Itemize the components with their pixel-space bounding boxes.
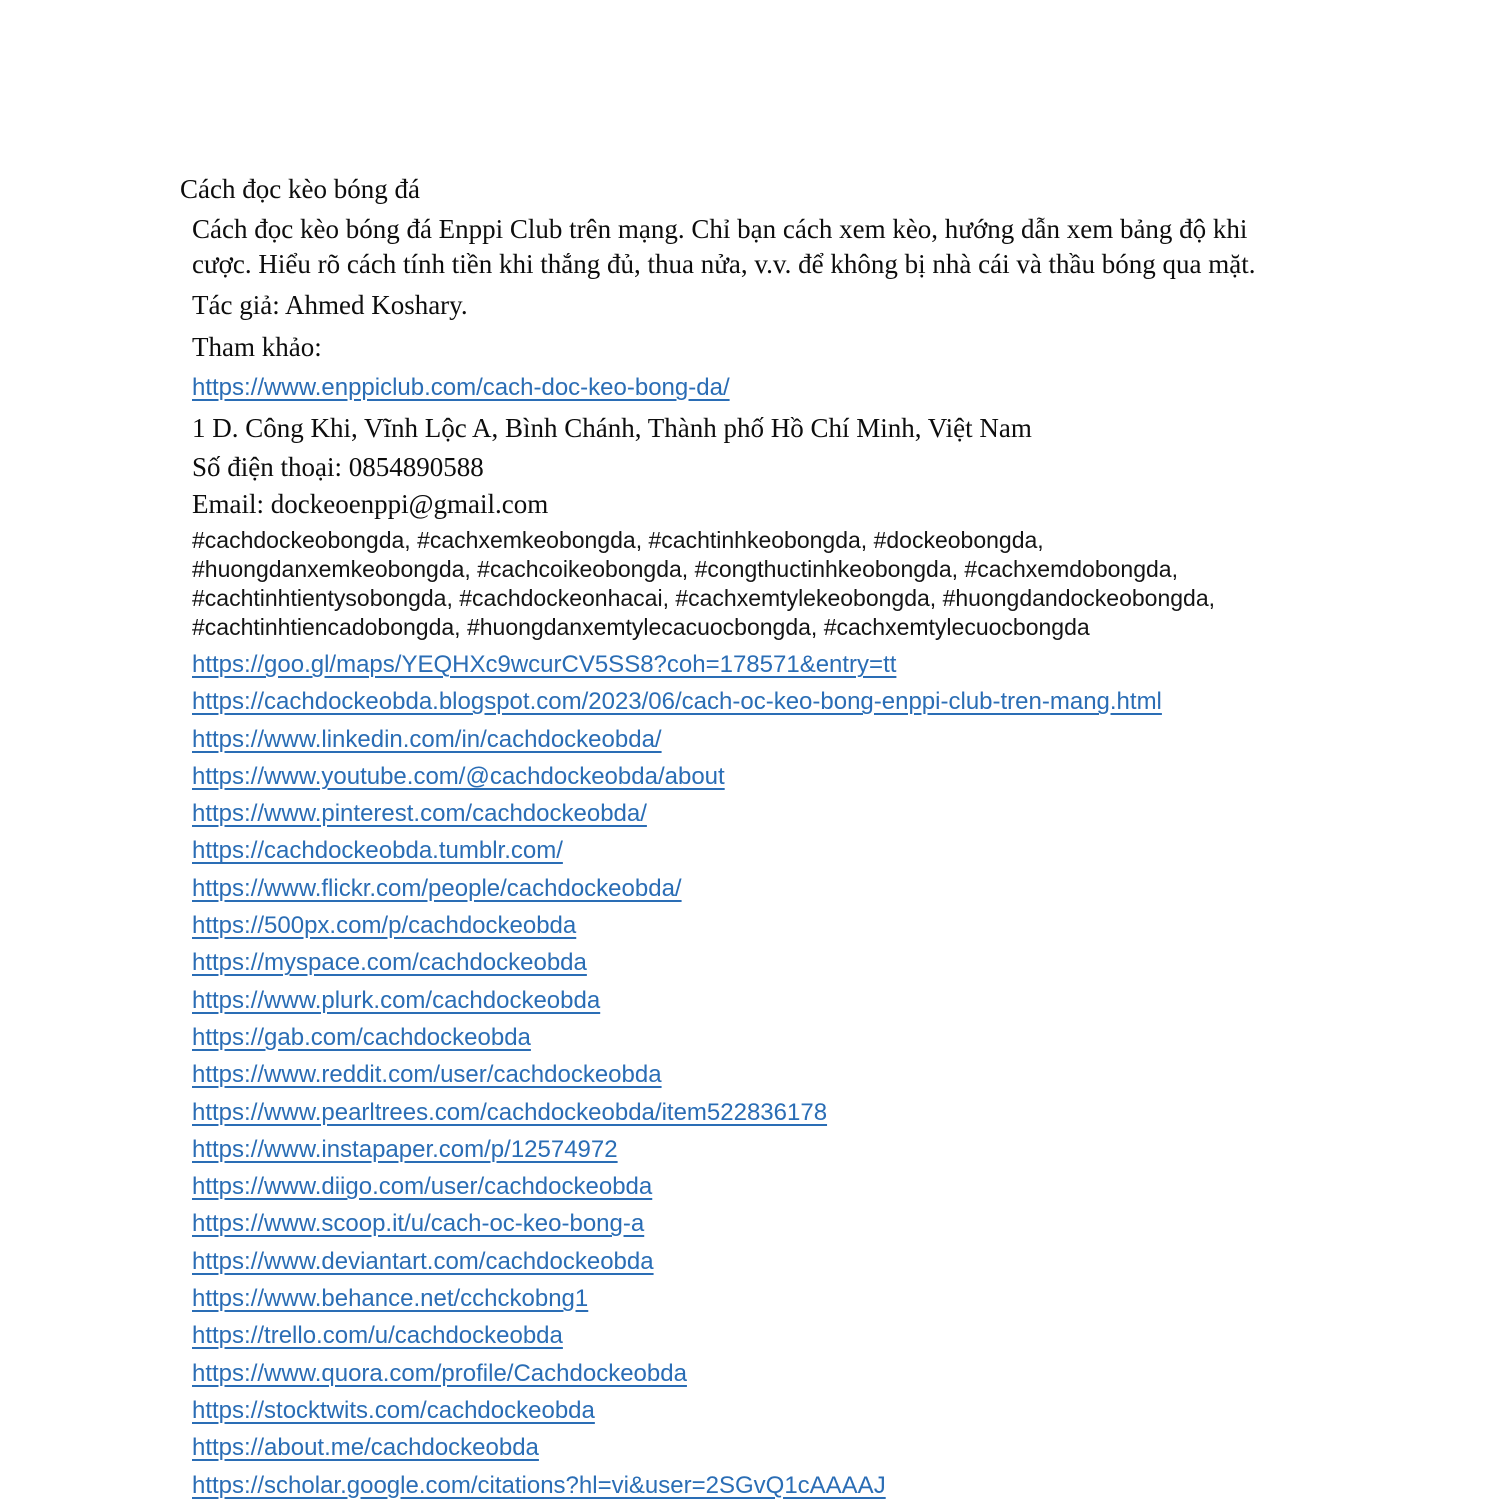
social-link[interactable]: https://www.quora.com/profile/Cachdockeobda xyxy=(192,1359,687,1387)
social-link[interactable]: https://www.plurk.com/cachdockeobda xyxy=(192,986,601,1014)
social-link[interactable]: https://gab.com/cachdockeobda xyxy=(192,1023,531,1051)
social-link[interactable]: https://scholar.google.com/citations?hl=vi&user=2SGvQ1cAAAAJ xyxy=(192,1471,886,1499)
address-line: 1 D. Công Khi, Vĩnh Lộc A, Bình Chánh, Thành phố Hồ Chí Minh, Việt Nam xyxy=(192,413,1032,443)
email-line: Email: dockeoenppi@gmail.com xyxy=(192,489,549,519)
author-line: Tác giả: Ahmed Koshary. xyxy=(192,290,468,320)
reference-link[interactable]: https://www.enppiclub.com/cach-doc-keo-bong-da/ xyxy=(192,374,730,401)
social-link[interactable]: https://cachdockeobda.tumblr.com/ xyxy=(192,837,563,865)
social-link[interactable]: https://www.pinterest.com/cachdockeobda/ xyxy=(192,800,647,828)
document-content xyxy=(180,172,1340,1500)
social-link[interactable]: https://goo.gl/maps/YEQHXc9wcurCV5SS8?coh=178571&entry=tt xyxy=(192,651,897,678)
description-paragraph: Cách đọc kèo bóng đá Enppi Club trên mạng. Chỉ bạn cách xem kèo, hướng dẫn xem bảng độ khi cược. Hiểu rõ cách tính tiền khi thắng đủ, thua nửa, v.v. để không bị nhà cái và thầu bóng qua mặt. xyxy=(192,214,1256,279)
social-link[interactable]: https://500px.com/p/cachdockeobda xyxy=(192,912,577,940)
social-link[interactable]: https://www.flickr.com/people/cachdockeobda/ xyxy=(192,874,682,902)
social-link[interactable]: https://trello.com/u/cachdockeobda xyxy=(192,1322,563,1350)
link-list xyxy=(192,653,1340,1498)
hashtag-paragraph xyxy=(192,526,1340,642)
hashtag-line: #cachtinhtientysobongda, #cachdockeonhacai, #cachxemtylekeobongda, #huongdandockeobongda, xyxy=(192,585,1216,611)
social-link[interactable]: https://myspace.com/cachdockeobda xyxy=(192,949,587,977)
hashtag-line: #cachdockeobongda, #cachxemkeobongda, #cachtinhkeobongda, #dockeobongda, xyxy=(192,527,1044,553)
social-link[interactable]: https://www.behance.net/cchckobng1 xyxy=(192,1285,589,1313)
hashtag-line: #cachtinhtiencadobongda, #huongdanxemtylecacuocbongda, #cachxemtylecuocbongda xyxy=(192,614,1090,640)
social-link[interactable]: https://www.scoop.it/u/cach-oc-keo-bong-a xyxy=(192,1210,645,1238)
social-link[interactable]: https://www.deviantart.com/cachdockeobda xyxy=(192,1247,654,1275)
social-link[interactable]: https://www.youtube.com/@cachdockeobda/about xyxy=(192,762,725,790)
page-title: Cách đọc kèo bóng đá xyxy=(180,174,420,204)
hashtag-line: #huongdanxemkeobongda, #cachcoikeobongda, #congthuctinhkeobongda, #cachxemdobongda, xyxy=(192,556,1178,582)
social-link[interactable]: https://cachdockeobda.blogspot.com/2023/06/cach-oc-keo-bong-enppi-club-tren-mang.html xyxy=(192,688,1162,716)
social-link[interactable]: https://www.linkedin.com/in/cachdockeobda/ xyxy=(192,725,662,753)
social-link[interactable]: https://about.me/cachdockeobda xyxy=(192,1434,539,1462)
social-link[interactable]: https://www.pearltrees.com/cachdockeobda/item522836178 xyxy=(192,1098,828,1126)
social-link[interactable]: https://www.diigo.com/user/cachdockeobda xyxy=(192,1173,653,1201)
phone-line: Số điện thoại: 0854890588 xyxy=(192,452,484,482)
reference-label: Tham khảo: xyxy=(192,332,322,362)
social-link[interactable]: https://www.instapaper.com/p/12574972 xyxy=(192,1135,618,1163)
social-link[interactable]: https://stocktwits.com/cachdockeobda xyxy=(192,1396,595,1424)
social-link[interactable]: https://www.reddit.com/user/cachdockeobda xyxy=(192,1061,662,1089)
